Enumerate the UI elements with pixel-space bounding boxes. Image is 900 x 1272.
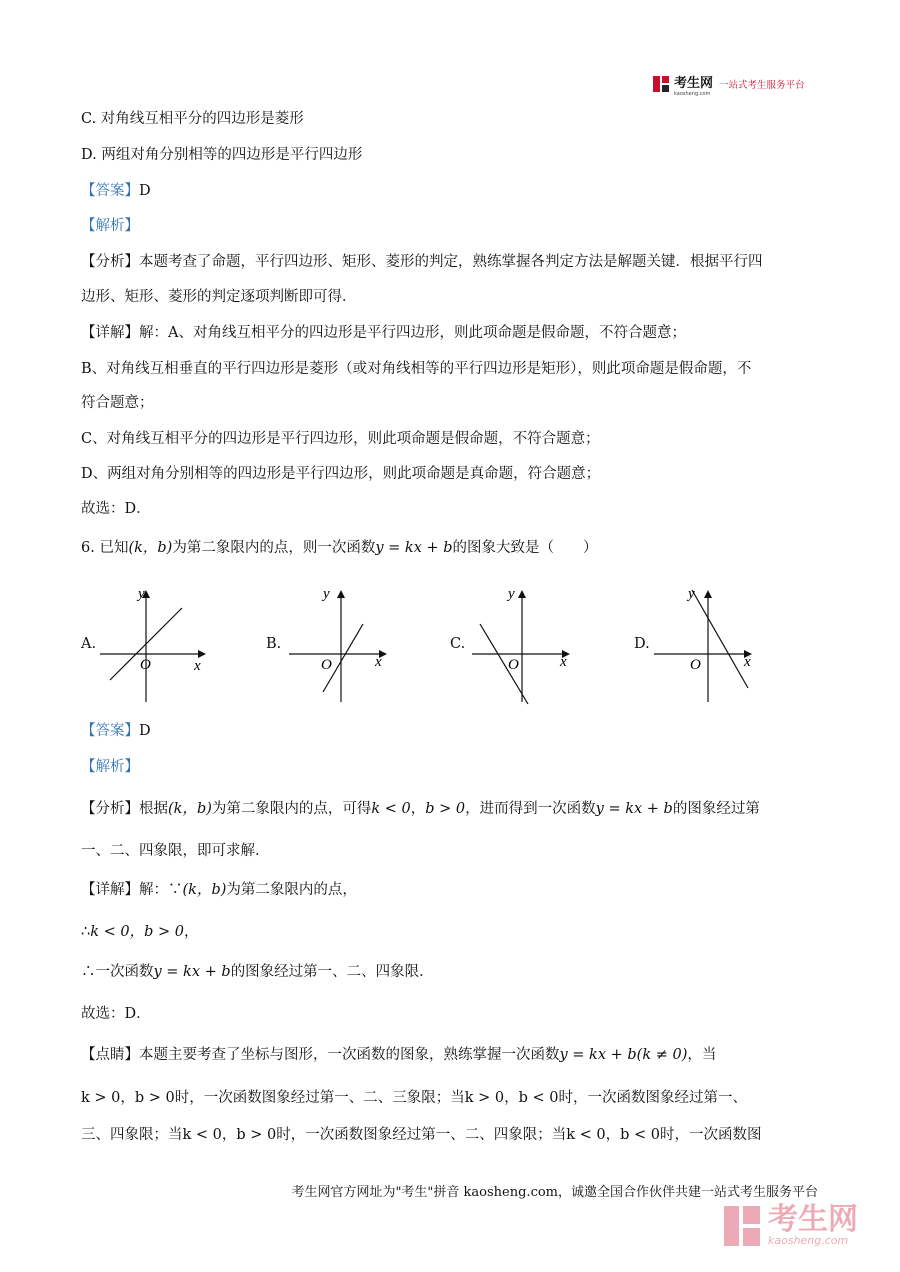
origin-label: O [140,657,151,673]
function-line [692,590,748,688]
xj2-point: (k，b) [182,882,227,898]
answer-tag-2: 【答案】 [81,723,139,739]
origin-label: O [321,657,332,673]
graph-a [98,582,218,707]
analysis-tag-2: 【解析】 [81,759,139,775]
footer-text: 考生网官方网址为"考生"拼音 kaosheng.com，诚邀全国合作伙伴共建一站式考生服务平台 [291,1185,818,1200]
fx2-k: k < 0 [371,801,411,817]
fx2-point: (k，b) [168,801,212,817]
fx2-bval: b > 0 [425,801,466,817]
q6-text-b: 为第二象限内的点，则一次函数 [172,540,376,556]
detail-line-1: 【详解】解：A、对角线互相平分的四边形是平行四边形，则此项命题是假命题，不符合题意； [81,325,686,341]
x-label: x [194,658,201,674]
fx2-d: 的图象经过第 [672,801,760,817]
xj2-a: 【详解】解：∵ [81,882,183,898]
detail-line-5: D、两组对角分别相等的四边形是平行四边形，则此项命题是真命题，符合题意； [81,466,601,482]
y-label: y [508,586,515,602]
logo-icon [652,75,670,93]
x-label: x [560,654,567,670]
fx2-comma: ， [410,801,426,817]
y-label: y [323,586,330,602]
origin-label: O [508,657,519,673]
option-d-label: D. [634,636,650,652]
watermark-logo-icon [722,1204,762,1248]
s2-b: 的图象经过第一、二、四象限． [230,964,434,980]
watermark-sub: kaosheng.com [768,1234,849,1247]
fx2-a: 【分析】根据 [81,801,168,817]
answer-value-2: D [139,723,151,739]
summary-line-1 [81,1045,716,1065]
dj-math: y = kx + b(k ≠ 0) [559,1047,688,1063]
answer-line-2 [81,721,151,741]
answer-line [81,181,151,201]
logo-text [674,72,713,97]
option-c-text: C. 对角线互相平分的四边形是菱形 [81,111,304,127]
option-d-text: D. 两组对角分别相等的四边形是平行四边形 [81,147,363,163]
detail-line-4: C、对角线互相平分的四边形是平行四边形，则此项命题是假命题，不符合题意； [81,431,600,447]
analysis-tag: 【解析】 [81,218,139,234]
detail2-line-1 [81,880,357,900]
xj2-b: 为第二象限内的点， [226,882,357,898]
summary-line-2: k > 0，b > 0时，一次函数图象经过第一、二、三象限；当k > 0，b < 0时，一次函数图象经过第一、 [81,1090,748,1106]
x-label: x [744,654,751,670]
y-axis-arrow-icon [337,590,345,598]
detail-line-3: 符合题意； [81,395,154,411]
y-label: y [688,586,695,602]
y-axis-arrow-icon [704,590,712,598]
analysis-line-2: 边形、矩形、菱形的判定逐项判断即可得． [81,289,357,305]
s1-b: ， [184,924,199,940]
header-logo [652,74,822,97]
s1-a: ∴ [81,924,91,940]
question-6 [81,538,598,558]
graph-b [287,582,407,707]
origin-label: O [690,657,701,673]
dj-b: ，当 [687,1047,717,1063]
option-a-label: A. [81,636,97,652]
summary-line-3: 三、四象限；当k < 0，b > 0时，一次函数图象经过第一、二、四象限；当k < 0，b < 0时，一次函数图 [81,1127,762,1143]
analysis2-line-1 [81,799,760,819]
x-axis-arrow-icon [198,650,206,658]
detail2-line-2 [81,922,199,942]
answer-value: D [139,183,151,199]
q6-text-a: 6. 已知 [81,540,129,556]
y-label: y [138,586,145,602]
option-b-label: B. [266,636,282,652]
fx2-func: y = kx + b [595,801,673,817]
graph-c [470,582,590,707]
option-c-label: C. [450,636,466,652]
function-line [480,624,528,704]
answer-tag: 【答案】 [81,183,139,199]
analysis-line-1: 【分析】本题考查了命题，平行四边形、矩形、菱形的判定，熟练掌握各判定方法是解题关键．根据平行四 [81,254,763,270]
s2-math: y = kx + b [153,964,231,980]
s2-a: ∴一次函数 [81,964,154,980]
logo-slogan: 一站式考生服务平台 [719,80,805,91]
analysis2-line-2: 一、二、四象限，即可求解． [81,843,270,859]
watermark [722,1200,882,1252]
detail-line-2: B、对角线互相垂直的平行四边形是菱形（或对角线相等的平行四边形是矩形），则此项命题是假命题，不 [81,361,752,377]
detail2-line-3 [81,962,434,982]
conclusion-line-2: 故选：D． [81,1006,151,1022]
logo-brand: 考生网 [674,75,714,91]
fx2-b: 为第二象限内的点，可得 [211,801,372,817]
x-label: x [375,654,382,670]
y-axis-arrow-icon [518,590,526,598]
q6-function: y = kx + b [375,540,453,556]
q6-text-c: 的图象大致是（ ） [452,540,598,556]
watermark-text-block [768,1202,858,1247]
logo-sub: kaosheng.com [674,90,711,97]
dj-a: 【点睛】本题主要考查了坐标与图形，一次函数的图象，熟练掌握一次函数 [81,1047,560,1063]
graph-d [652,582,772,707]
q6-point: (k，b) [128,540,173,556]
s1-math: k < 0，b > 0 [90,924,184,940]
fx2-c: ，进而得到一次函数 [465,801,596,817]
conclusion-line: 故选：D． [81,501,151,517]
watermark-text: 考生网 [768,1202,858,1237]
